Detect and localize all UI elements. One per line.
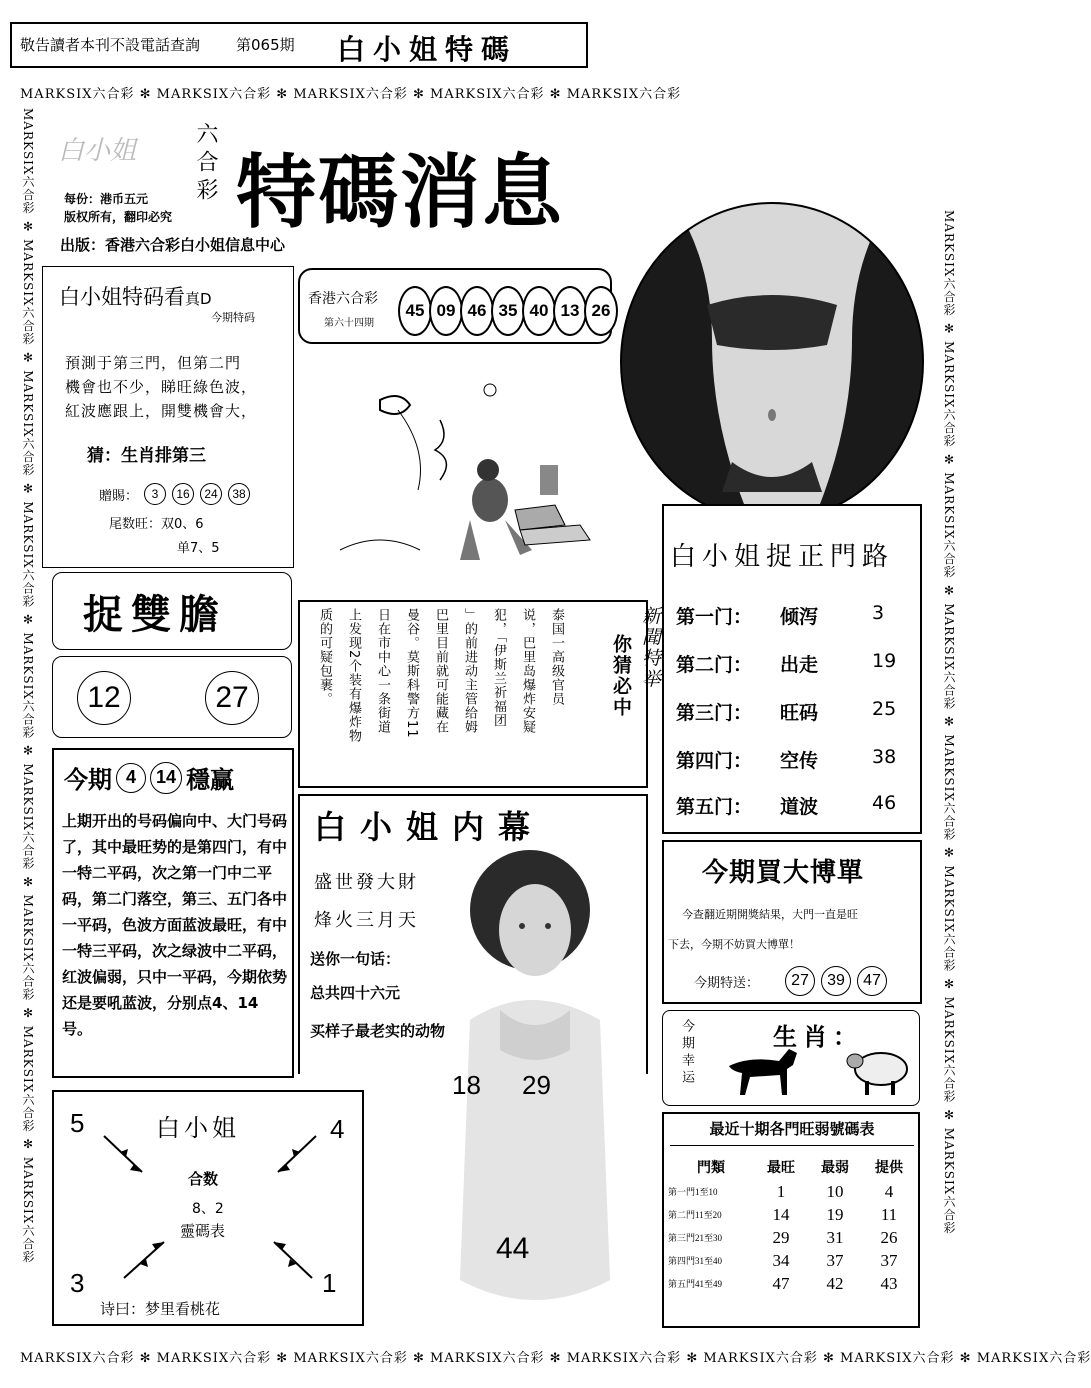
door-row: 第五门： 道波 46 bbox=[676, 792, 897, 818]
compass-poem: 诗曰：梦里看桃花 bbox=[100, 1300, 221, 1318]
header-title: 白小姐特碼 bbox=[337, 33, 518, 66]
inside-title: 白小姐内幕 bbox=[314, 808, 545, 846]
compass-sum-label: 合数 bbox=[188, 1170, 219, 1188]
sheep-icon bbox=[843, 1043, 913, 1099]
compass-table-label: 靈碼表 bbox=[180, 1222, 226, 1240]
big-bet-numbers: 今期特送： 27 39 47 bbox=[694, 966, 887, 996]
compass-sum-value: 8、2 bbox=[192, 1201, 224, 1217]
header-notice: 敬告讀者本刊不設電話查詢 bbox=[20, 36, 201, 54]
catch-pair-title: 捉雙膽 bbox=[83, 591, 227, 638]
catch-pair-number: 12 bbox=[77, 671, 131, 725]
masthead-small-logo: 白小姐 bbox=[58, 136, 137, 166]
inside-num-a: 18 bbox=[452, 1070, 481, 1100]
catch-pair-numbers-box bbox=[52, 656, 292, 738]
compass-n4: 4 bbox=[330, 1114, 345, 1144]
gift-number: 3 bbox=[144, 483, 166, 505]
this-period-box bbox=[52, 748, 294, 1078]
special-code-box bbox=[42, 266, 294, 568]
inside-line5: 买样子最老实的动物 bbox=[310, 1022, 446, 1040]
lottery-ball: 35 bbox=[491, 286, 525, 336]
zodiac-box bbox=[662, 1010, 920, 1106]
big-bet-line1: 今查翻近期開獎結果，大門一直是旺 bbox=[682, 908, 858, 921]
header-bar bbox=[10, 22, 588, 68]
table-row: 第四門31至40 34 37 37 bbox=[668, 1250, 898, 1270]
doors-box bbox=[662, 504, 922, 834]
lottery-ball: 46 bbox=[460, 286, 494, 336]
inside-line1: 盛世發大財 bbox=[314, 872, 419, 893]
inside-line4: 总共四十六元 bbox=[310, 984, 401, 1002]
special-code-title: 白小姐特码看真D bbox=[59, 285, 212, 309]
compass-title: 白小姐 bbox=[156, 1114, 240, 1142]
door-row: 第三门： 旺码 25 bbox=[676, 698, 897, 724]
lottery-ball: 45 bbox=[398, 286, 432, 336]
big-bet-box bbox=[662, 840, 922, 1004]
door-row: 第四门： 空传 38 bbox=[676, 746, 897, 772]
horse-icon bbox=[719, 1041, 809, 1101]
tail-single: 单7、5 bbox=[177, 541, 220, 556]
special-code-subtitle: 今期特码 bbox=[211, 311, 255, 324]
stats-box bbox=[662, 1112, 920, 1328]
this-period-title: 今期 4 14 穩赢 bbox=[64, 760, 234, 795]
masthead-publisher: 出版：香港六合彩白小姐信息中心 bbox=[60, 236, 286, 254]
lottery-period: 第六十四期 bbox=[324, 318, 374, 329]
lottery-ball: 26 bbox=[584, 286, 618, 336]
gift-line: 贈賜： 3 16 24 38 bbox=[99, 483, 250, 505]
news-body: 泰国一高级官员 说，巴里岛爆炸安疑 犯，「伊斯兰祈福团 」的前进动主管给姆 巴里目前就可能藏在 曼谷。莫斯科警方11 日在市中心一条街道 上发现2个装有爆炸物 质的可疑包裹。 bbox=[317, 608, 564, 744]
door-row: 第一门： 倾泻 3 bbox=[676, 602, 885, 628]
guess-line: 猜：生肖排第三 bbox=[87, 446, 206, 466]
zodiac-label: 生肖： bbox=[773, 1022, 863, 1051]
gift-number: 16 bbox=[172, 483, 194, 505]
table-row: 第二門11至20 14 19 11 bbox=[668, 1204, 898, 1224]
masthead-price: 每份：港币五元 bbox=[64, 192, 149, 206]
brand-strip-right: MARKSIX六合彩 ✻ MARKSIX六合彩 ✻ MARKSIX六合彩 ✻ MARKSIX六合彩 ✻ MARKSIX六合彩 ✻ MARKSIX六合彩 ✻ MARKSIX六合彩 ✻ MARKSIX六合彩 bbox=[942, 210, 956, 1235]
stats-header-row: 門類 最旺 最弱 提供 bbox=[697, 1161, 903, 1176]
stats-table bbox=[668, 1154, 916, 1295]
big-bet-line2: 下去，今期不妨買大博單！ bbox=[668, 938, 800, 951]
inside-num-b: 29 bbox=[522, 1070, 551, 1100]
masthead-vertical-label: 六合彩 bbox=[193, 122, 218, 206]
masthead-copyright: 版权所有，翻印必究 bbox=[64, 210, 173, 224]
inside-line3: 送你一句话： bbox=[310, 950, 401, 968]
stats-title: 最近十期各門旺弱號碼表 bbox=[670, 1118, 914, 1146]
lottery-ball: 13 bbox=[553, 286, 587, 336]
gift-number: 38 bbox=[228, 483, 250, 505]
this-period-body: 上期开出的号码偏向中、大门号码了，其中最旺势的是第四门，有中一特二平码，次之第一门中二平码，第二门落空，第三、五门各中一平码，色波方面蓝波最旺，有中一特三平码，次之绿波中二平码，红波偏弱，只中一平码，今期依势还是要吼蓝波，分别点4、14号。 bbox=[62, 812, 288, 1038]
catch-pair-box bbox=[52, 572, 292, 650]
brand-strip-left: MARKSIX六合彩 ✻ MARKSIX六合彩 ✻ MARKSIX六合彩 ✻ MARKSIX六合彩 ✻ MARKSIX六合彩 ✻ MARKSIX六合彩 ✻ MARKSIX六合彩 ✻ MARKSIX六合彩 ✻ MARKSIX六合彩 bbox=[21, 108, 35, 1264]
catch-pair-number: 27 bbox=[205, 671, 259, 725]
table-row: 第一門1至10 1 10 4 bbox=[668, 1181, 894, 1201]
compass-n1: 1 bbox=[322, 1268, 337, 1298]
compass-box bbox=[52, 1090, 364, 1326]
big-bet-title: 今期買大博單 bbox=[702, 858, 865, 888]
inside-num-c: 44 bbox=[496, 1232, 530, 1265]
news-box bbox=[298, 600, 661, 788]
inside-line2: 烽火三月天 bbox=[314, 910, 419, 931]
lottery-label: 香港六合彩 bbox=[308, 291, 378, 307]
news-side-title: 新聞特举 你猜必中 bbox=[610, 606, 661, 718]
brand-strip-top: MARKSIX六合彩 ✻ MARKSIX六合彩 ✻ MARKSIX六合彩 ✻ MARKSIX六合彩 ✻ MARKSIX六合彩 bbox=[20, 87, 682, 102]
table-row: 第五門41至49 47 42 43 bbox=[668, 1273, 898, 1293]
doors-title: 白小姐捉正門路 bbox=[670, 542, 895, 572]
masthead bbox=[40, 108, 620, 268]
compass-n5: 5 bbox=[70, 1108, 85, 1138]
special-code-lines: 預測于第三門，但第二門 機會也不少，睇旺綠色波， 紅波應跟上，開雙機會大， bbox=[65, 354, 258, 420]
table-row: 第三門21至30 29 31 26 bbox=[668, 1227, 898, 1247]
photo-oval-model bbox=[612, 200, 932, 524]
gift-number: 24 bbox=[200, 483, 222, 505]
compass-n3: 3 bbox=[70, 1268, 85, 1298]
kite-child-illustration bbox=[320, 370, 610, 580]
tail-line: 尾数旺：双0、6 bbox=[109, 517, 204, 532]
door-row: 第二门： 出走 19 bbox=[676, 650, 897, 676]
lottery-ball: 40 bbox=[522, 286, 556, 336]
brand-strip-bottom: MARKSIX六合彩 ✻ MARKSIX六合彩 ✻ MARKSIX六合彩 ✻ MARKSIX六合彩 ✻ MARKSIX六合彩 ✻ MARKSIX六合彩 ✻ MARKSIX六合彩 ✻ MARKSIX六合彩 bbox=[20, 1351, 1091, 1366]
header-issue: 第065期 bbox=[236, 36, 295, 54]
zodiac-side: 今期幸运 bbox=[679, 1019, 694, 1087]
lottery-ball: 09 bbox=[429, 286, 463, 336]
masthead-big-title: 特碼消息 bbox=[236, 145, 564, 239]
